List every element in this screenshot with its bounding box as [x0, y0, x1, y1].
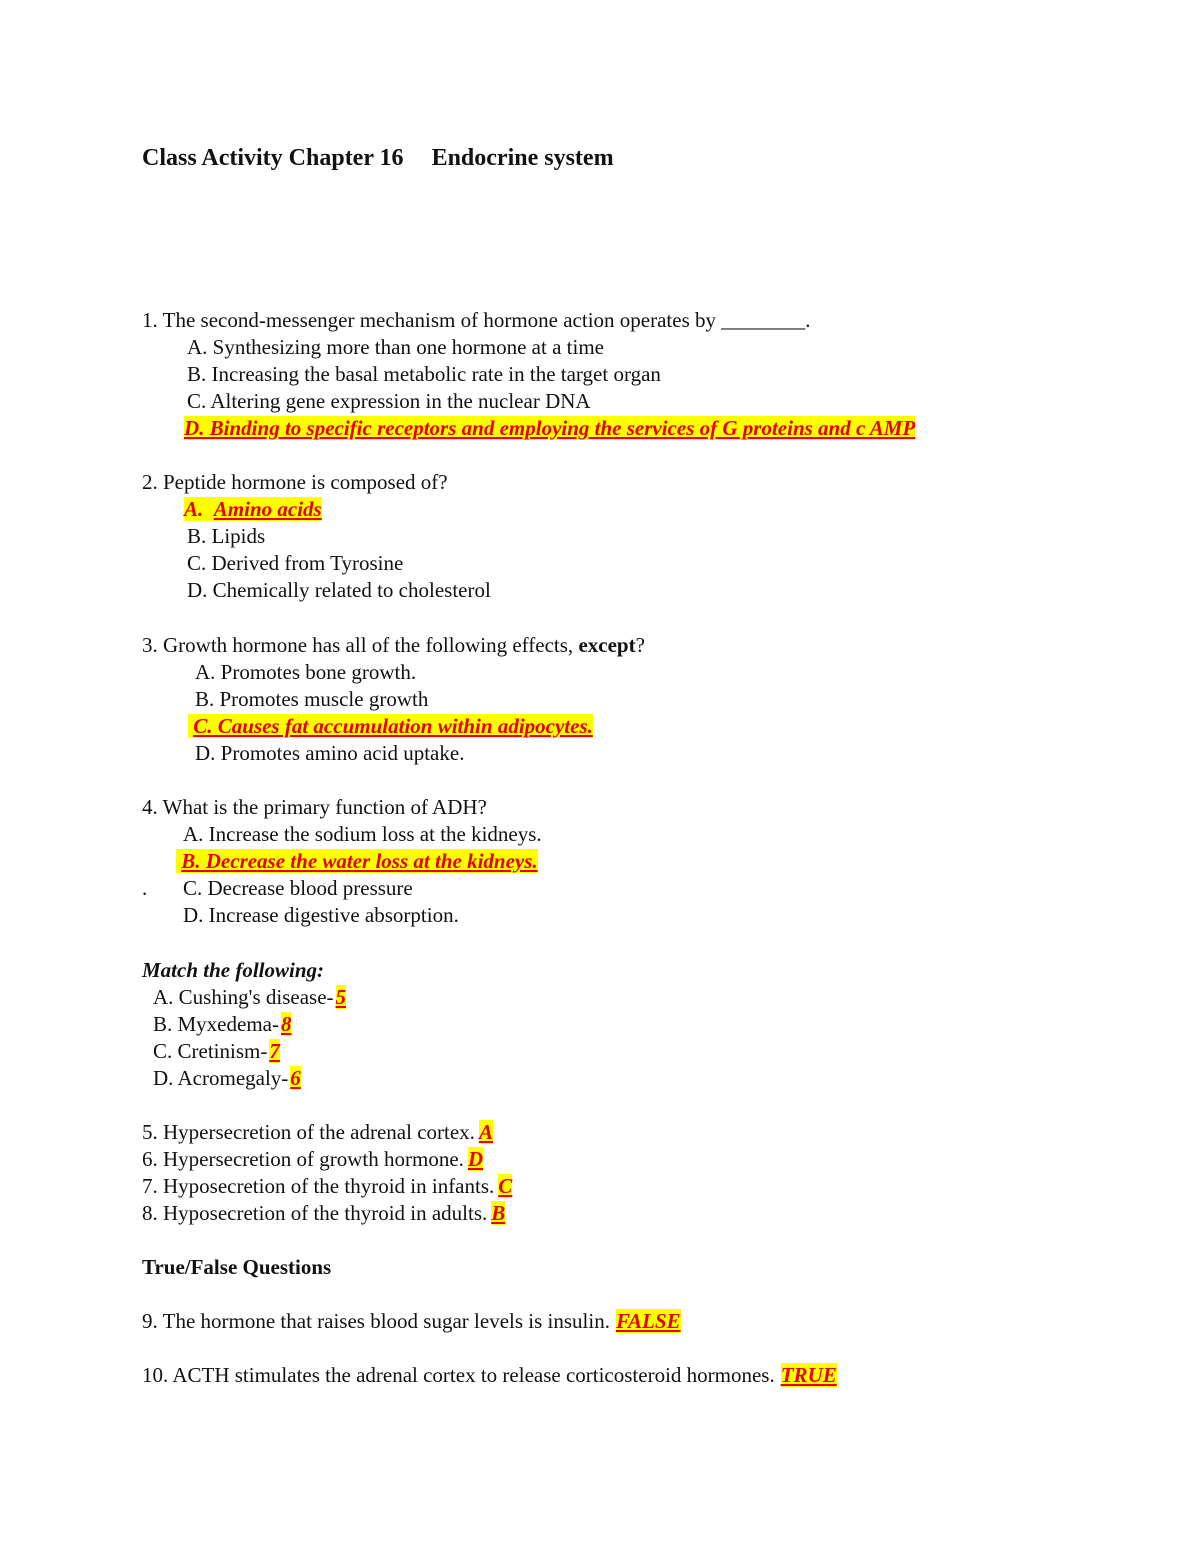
q3-stem-except: except: [578, 633, 636, 657]
match-item-answer: 7: [269, 1039, 280, 1063]
match-item-answer: 8: [280, 1012, 292, 1036]
q4-stray-dot: .: [142, 876, 148, 900]
title-part-1: Class Activity Chapter 16: [142, 145, 404, 171]
match-def-answer: D: [467, 1147, 484, 1171]
q1-option-d-answer: [184, 416, 915, 440]
match-def-answer: B: [491, 1201, 506, 1225]
tf-q9-text: 9. The hormone that raises blood sugar levels is insulin.: [142, 1309, 610, 1333]
match-item-answer: 6: [290, 1066, 301, 1090]
match-def-text: 5. Hypersecretion of the adrenal cortex.: [142, 1120, 475, 1144]
match-item-a: [153, 985, 346, 1009]
q1-stem: 1. The second-messenger mechanism of hormone action operates by ________.: [142, 308, 811, 332]
q3-option-b: B. Promotes muscle growth: [195, 687, 429, 711]
match-item-label: C. Cretinism-: [153, 1039, 268, 1063]
match-def-text: 6. Hypersecretion of growth hormone.: [142, 1147, 464, 1171]
tf-q10-text: 10. ACTH stimulates the adrenal cortex to release corticosteroid hormones.: [142, 1363, 775, 1387]
match-def-answer: C: [498, 1174, 513, 1198]
tf-heading: True/False Questions: [142, 1255, 332, 1279]
match-item-label: A. Cushing's disease-: [153, 985, 334, 1009]
q4-option-d: D. Increase digestive absorption.: [183, 903, 459, 927]
match-def-7: [142, 1174, 512, 1198]
q4-option-c: C. Decrease blood pressure: [183, 876, 413, 900]
q4-option-b-answer: [176, 849, 538, 873]
match-def-6: [142, 1147, 483, 1171]
match-heading: Match the following:: [142, 958, 325, 982]
tf-q9-answer: FALSE: [615, 1309, 681, 1333]
match-def-5: [142, 1120, 493, 1144]
q4-option-a: A. Increase the sodium loss at the kidneys.: [183, 822, 542, 846]
q2-option-a-answer: [184, 497, 322, 521]
tf-q10: [142, 1363, 837, 1387]
q1-option-c: C. Altering gene expression in the nuclear DNA: [187, 389, 591, 413]
q2-option-c: C. Derived from Tyrosine: [187, 551, 404, 575]
page-title: [142, 146, 614, 170]
q3-option-a: A. Promotes bone growth.: [195, 660, 417, 684]
q2-option-b: B. Lipids: [187, 524, 266, 548]
match-item-label: B. Myxedema-: [153, 1012, 279, 1036]
q1-answer-highlight: D. Binding to specific receptors and employing the services of G proteins and c AMP: [184, 416, 916, 440]
match-item-c: [153, 1039, 280, 1063]
tf-q9: [142, 1309, 681, 1333]
match-item-d: [153, 1066, 301, 1090]
match-def-answer: A: [478, 1120, 493, 1144]
q1-option-b: B. Increasing the basal metabolic rate in the target organ: [187, 362, 661, 386]
q3-stem-pre: 3. Growth hormone has all of the following effects,: [142, 633, 579, 657]
match-item-label: D. Acromegaly-: [153, 1066, 289, 1090]
q2-answer-highlight: Amino acids: [213, 497, 322, 521]
match-item-answer: 5: [335, 985, 347, 1009]
q3-answer-highlight: C. Causes fat accumulation within adipocytes.: [193, 714, 593, 738]
match-def-text: 7. Hyposecretion of the thyroid in infants.: [142, 1174, 495, 1198]
q2-answer-letter: A.: [184, 497, 204, 521]
q3-stem-post: ?: [635, 633, 645, 657]
match-def-text: 8. Hyposecretion of the thyroid in adults.: [142, 1201, 488, 1225]
q3-option-c-answer: [188, 714, 593, 738]
tf-q10-answer: TRUE: [780, 1363, 837, 1387]
title-part-2: Endocrine system: [431, 145, 614, 171]
match-item-b: [153, 1012, 291, 1036]
q1-option-a: A. Synthesizing more than one hormone at a time: [187, 335, 604, 359]
match-def-8: [142, 1201, 505, 1225]
q2-stem: 2. Peptide hormone is composed of?: [142, 470, 448, 494]
q4-answer-highlight: B. Decrease the water loss at the kidneys.: [181, 849, 538, 873]
q3-stem: [142, 633, 645, 657]
q4-stem: 4. What is the primary function of ADH?: [142, 795, 487, 819]
q2-option-d: D. Chemically related to cholesterol: [187, 578, 491, 602]
q3-option-d: D. Promotes amino acid uptake.: [195, 741, 465, 765]
